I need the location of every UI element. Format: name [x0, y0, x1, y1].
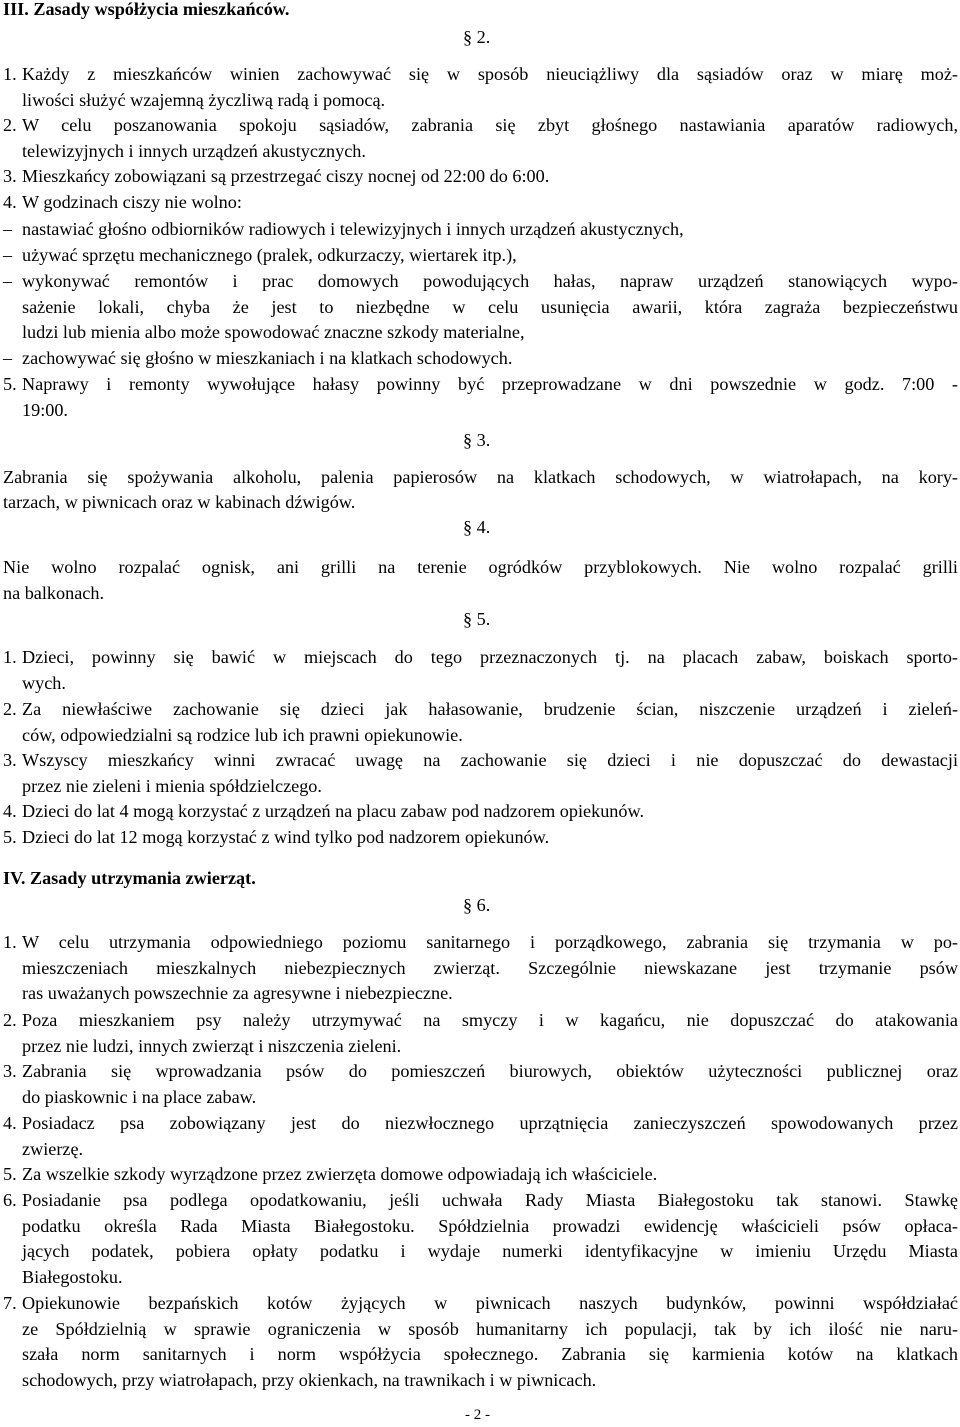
item-text-line: przez nie ludzi, innych zwierząt i niszczenia zieleni.: [22, 1035, 402, 1056]
item-number: 1.: [3, 647, 17, 667]
item-number: 2.: [3, 699, 17, 719]
paragraph-text-line: Nie wolno rozpalać ognisk, ani grilli na terenie ogródków przyblokowych. Nie wolno rozpalać grilli: [3, 557, 958, 577]
page-number: - 2 -: [465, 1407, 490, 1423]
bullet-dash: –: [3, 348, 13, 368]
item-text-line: Opiekunowie bezpańskich kotów żyjących w piwnicach naszych budynków, powinni współdziałać: [22, 1293, 958, 1313]
item-text-line: do piaskownic i na place zabaw.: [22, 1086, 257, 1107]
item-text-line: liwości służyć wzajemną życzliwą radą i pomocą.: [22, 89, 386, 110]
item-number: 1.: [3, 932, 17, 952]
item-number: 5.: [3, 827, 17, 847]
dash-item-line: nastawiać głośno odbiorników radiowych i telewizyjnych i innych urządzeń akustycznych,: [22, 219, 684, 239]
paragraph-symbol: § 2.: [463, 27, 491, 47]
item-text-line: Naprawy i remonty wywołujące hałasy powinny być przeprowadzane w dni powszednie w godz. 7:00 -: [22, 374, 958, 394]
item-text-line: jących podatek, pobiera opłaty podatku i wydaje numerki identyfikacyjne w imieniu Urzędu Miasta: [22, 1241, 958, 1262]
item-number: 4.: [3, 192, 17, 212]
item-text-line: schodowych, przy wiatrołapach, przy okienkach, na trawnikach i w piwnicach.: [22, 1370, 597, 1391]
dash-item-line: wykonywać remontów i prac domowych powodujących hałas, napraw urządzeń stanowiących wypo-: [22, 271, 958, 291]
item-text-line: ras uważanych powszechnie za agresywne i niebezpieczne.: [22, 983, 453, 1004]
item-number: 2.: [3, 1010, 17, 1030]
item-text-line: Dzieci do lat 12 mogą korzystać z wind tylko pod nadzorem opiekunów.: [22, 827, 550, 847]
paragraph-symbol: § 4.: [463, 517, 491, 537]
item-text-line: szała norm sanitarnych i norm współżycia społecznego. Zabrania się karmienia kotów na klatkach: [22, 1344, 958, 1365]
item-text-line: Dzieci do lat 4 mogą korzystać z urządzeń na placu zabaw pod nadzorem opiekunów.: [22, 801, 644, 821]
item-text-line: ze Spółdzielnią w sprawie ograniczenia w sposób humanitarny ich populacji, tak by ich ilość nie naru-: [22, 1318, 958, 1339]
paragraph-text-line: Zabrania się spożywania alkoholu, palenia papierosów na klatkach schodowych, w wiatrołapach, na kory-: [3, 467, 958, 487]
item-number: 5.: [3, 1164, 17, 1184]
item-text-line: Mieszkańcy zobowiązani są przestrzegać ciszy nocnej od 22:00 do 6:00.: [22, 166, 550, 186]
item-number: 5.: [3, 374, 17, 394]
item-number: 4.: [3, 1113, 17, 1133]
item-text-line: mieszczeniach mieszkalnych niebezpiecznych zwierząt. Szczególnie niewskazane jest trzymanie psów: [22, 957, 958, 978]
item-number: 1.: [3, 64, 17, 84]
item-number: 3.: [3, 750, 17, 770]
item-number: 2.: [3, 115, 17, 135]
item-number: 4.: [3, 801, 17, 821]
dash-item-line: sażenie lokali, chyba że jest to niezbędne w celu usunięcia awarii, która zagraża bezpieczeństwu: [22, 296, 958, 317]
item-text-line: W celu poszanowania spokoju sąsiadów, zabrania się zbyt głośnego nastawiania aparatów radiowych,: [22, 115, 958, 135]
paragraph-symbol: § 6.: [463, 895, 491, 915]
dash-item-line: zachowywać się głośno w mieszkaniach i na klatkach schodowych.: [22, 348, 513, 368]
dash-item-line: ludzi lub mienia albo może spowodować znaczne szkody materialne,: [22, 322, 525, 343]
item-text-line: wych.: [22, 672, 66, 693]
item-text-line: zwierzę.: [22, 1138, 84, 1159]
item-text-line: Każdy z mieszkańców winien zachowywać się w sposób nieuciążliwy dla sąsiadów oraz w miarę moż-: [22, 64, 958, 84]
item-text-line: W celu utrzymania odpowiedniego poziomu sanitarnego i porządkowego, zabrania się trzymania w po-: [22, 932, 958, 952]
item-number: 3.: [3, 166, 17, 186]
item-number: 7.: [3, 1293, 17, 1313]
dash-item-line: używać sprzętu mechanicznego (pralek, odkurzaczy, wiertarek itp.),: [22, 245, 517, 265]
paragraph-symbol: § 3.: [463, 430, 491, 450]
item-text-line: Zabrania się wprowadzania psów do pomieszczeń biurowych, obiektów użyteczności publicznej oraz: [22, 1061, 958, 1081]
item-number: 3.: [3, 1061, 17, 1081]
bullet-dash: –: [3, 271, 13, 291]
item-text-line: Białegostoku.: [22, 1267, 123, 1288]
item-number: 6.: [3, 1190, 17, 1210]
paragraph-symbol: § 5.: [463, 609, 491, 629]
item-text-line: Dzieci, powinny się bawić w miejscach do tego przeznaczonych tj. na placach zabaw, boiskach sporto-: [22, 647, 958, 667]
bullet-dash: –: [3, 245, 13, 265]
paragraph-text-line: tarzach, w piwnicach oraz w kabinach dźwigów.: [3, 492, 356, 512]
item-text-line: 19:00.: [22, 399, 68, 420]
item-text-line: Za wszelkie szkody wyrządzone przez zwierzęta domowe odpowiadają ich właściciele.: [22, 1164, 658, 1184]
item-text-line: przez nie zieleni i mienia spółdzielczego.: [22, 775, 322, 796]
bullet-dash: –: [3, 219, 13, 239]
section-heading: IV. Zasady utrzymania zwierząt.: [3, 868, 256, 888]
paragraph-text-line: na balkonach.: [3, 583, 104, 603]
item-text-line: ców, odpowiedzialni są rodzice lub ich prawni opiekunowie.: [22, 724, 463, 745]
item-text-line: Poza mieszkaniem psy należy utrzymywać na smyczy i w kagańcu, nie dopuszczać do atakowania: [22, 1010, 958, 1030]
item-text-line: podatku określa Rada Miasta Białegostoku. Spółdzielnia prowadzi ewidencję właścicieli psów opłaca-: [22, 1215, 958, 1236]
item-text-line: telewizyjnych i innych urządzeń akustycznych.: [22, 140, 366, 161]
item-text-line: Wszyscy mieszkańcy winni zwracać uwagę na zachowanie się dzieci i nie dopuszczać do dewastacji: [22, 750, 958, 770]
item-text-line: Posiadanie psa podlega opodatkowaniu, jeśli uchwała Rady Miasta Białegostoku tak stanowi. Stawkę: [22, 1190, 958, 1210]
item-text-line: Za niewłaściwe zachowanie się dzieci jak hałasowanie, brudzenie ścian, niszczenie urządzeń i zieleń-: [22, 699, 958, 719]
section-heading: III. Zasady współżycia mieszkańców.: [3, 0, 290, 19]
item-text-line: W godzinach ciszy nie wolno:: [22, 192, 242, 212]
item-text-line: Posiadacz psa zobowiązany jest do niezwłocznego uprzątnięcia zanieczyszczeń spowodowanych przez: [22, 1113, 958, 1133]
